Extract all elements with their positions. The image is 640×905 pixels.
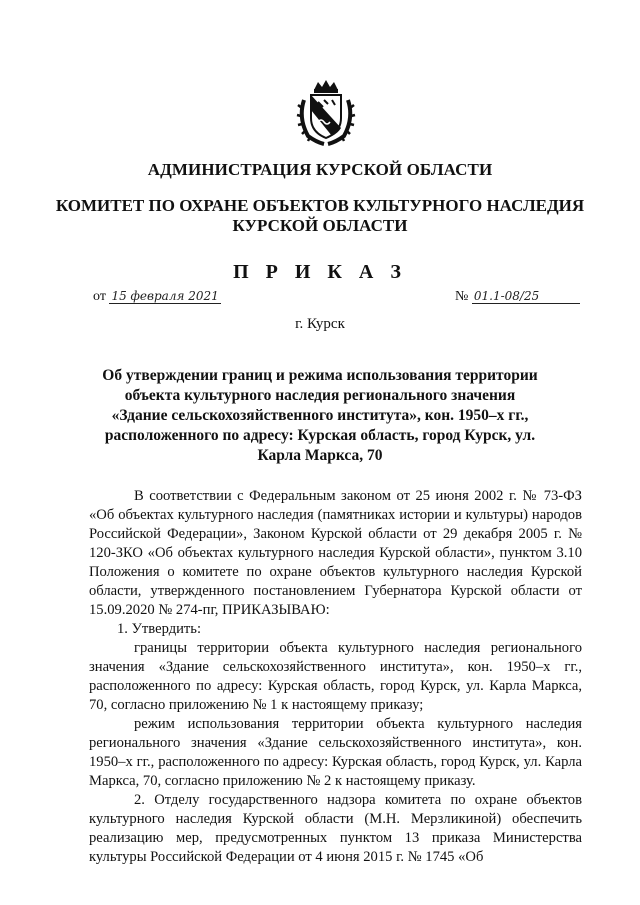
city-line: г. Курск	[295, 316, 345, 332]
number-prefix: №	[455, 289, 469, 304]
body-paragraph-item1: 1. Утвердить:	[117, 621, 202, 637]
handwritten-number: 01.1-08/25	[472, 289, 580, 304]
committee-heading-line1: КОМИТЕТ ПО ОХРАНЕ ОБЪЕКТОВ КУЛЬТУРНОГО НАСЛЕДИЯ	[55, 196, 585, 215]
body-paragraph-borders: границы территории объекта культурного наследия регионального значения «Здание сельскохозяйственного института», кон. 1950–х гг., расположенного по адресу: Курская область, город Курск, ул. Карла Маркса, 70, согласно приложению № 1 к настоящему приказу;	[89, 640, 582, 713]
coat-of-arms-emblem	[296, 78, 356, 146]
order-number	[455, 289, 580, 305]
order-title: Об утверждении границ и режима использования территории объекта культурного наследия регионального значения «Здание сельскохозяйственного института», кон. 1950–х гг., расположенного по адресу: Курская область, город Курск, ул. Карла Маркса, 70	[102, 367, 538, 464]
date-prefix: от	[93, 289, 106, 304]
body-paragraph-regime: режим использования территории объекта культурного наследия регионального значения «Здание сельскохозяйственного института», кон. 1950–х гг., расположенного по адресу: Курская область, город Курск, ул. Карла Маркса, 70, согласно приложению № 2 к настоящему приказу.	[89, 716, 582, 789]
document-type-heading: П Р И К А З	[233, 261, 407, 283]
body-paragraph-item2: 2. Отделу государственного надзора комитета по охране объектов культурного наследия Курской области (М.Н. Мерзликиной) обеспечить реализацию мер, предусмотренных пунктом 13 приказа Министерства культуры Российской Федерации от 4 июня 2015 г. № 1745 «Об	[89, 792, 582, 865]
administration-heading: АДМИНИСТРАЦИЯ КУРСКОЙ ОБЛАСТИ	[147, 160, 493, 179]
body-paragraph-preamble: В соответствии с Федеральным законом от 25 июня 2002 г. № 73-ФЗ «Об объектах культурного наследия (памятниках истории и культуры) народов Российской Федерации», Законом Курской области от 29 декабря 2005 г. № 120-ЗКО «Об объектах культурного наследия Курской области», пунктом 3.10 Положения о комитете по охране объектов культурного наследия Курской области, утвержденного постановлением Губернатора Курской области от 15.09.2020 № 274-пг, ПРИКАЗЫВАЮ:	[89, 488, 582, 618]
order-body	[89, 487, 582, 867]
committee-heading-line2: КУРСКОЙ ОБЛАСТИ	[232, 216, 408, 235]
committee-heading	[0, 196, 640, 236]
order-date	[93, 289, 221, 305]
handwritten-date: 15 февраля 2021	[109, 289, 221, 304]
